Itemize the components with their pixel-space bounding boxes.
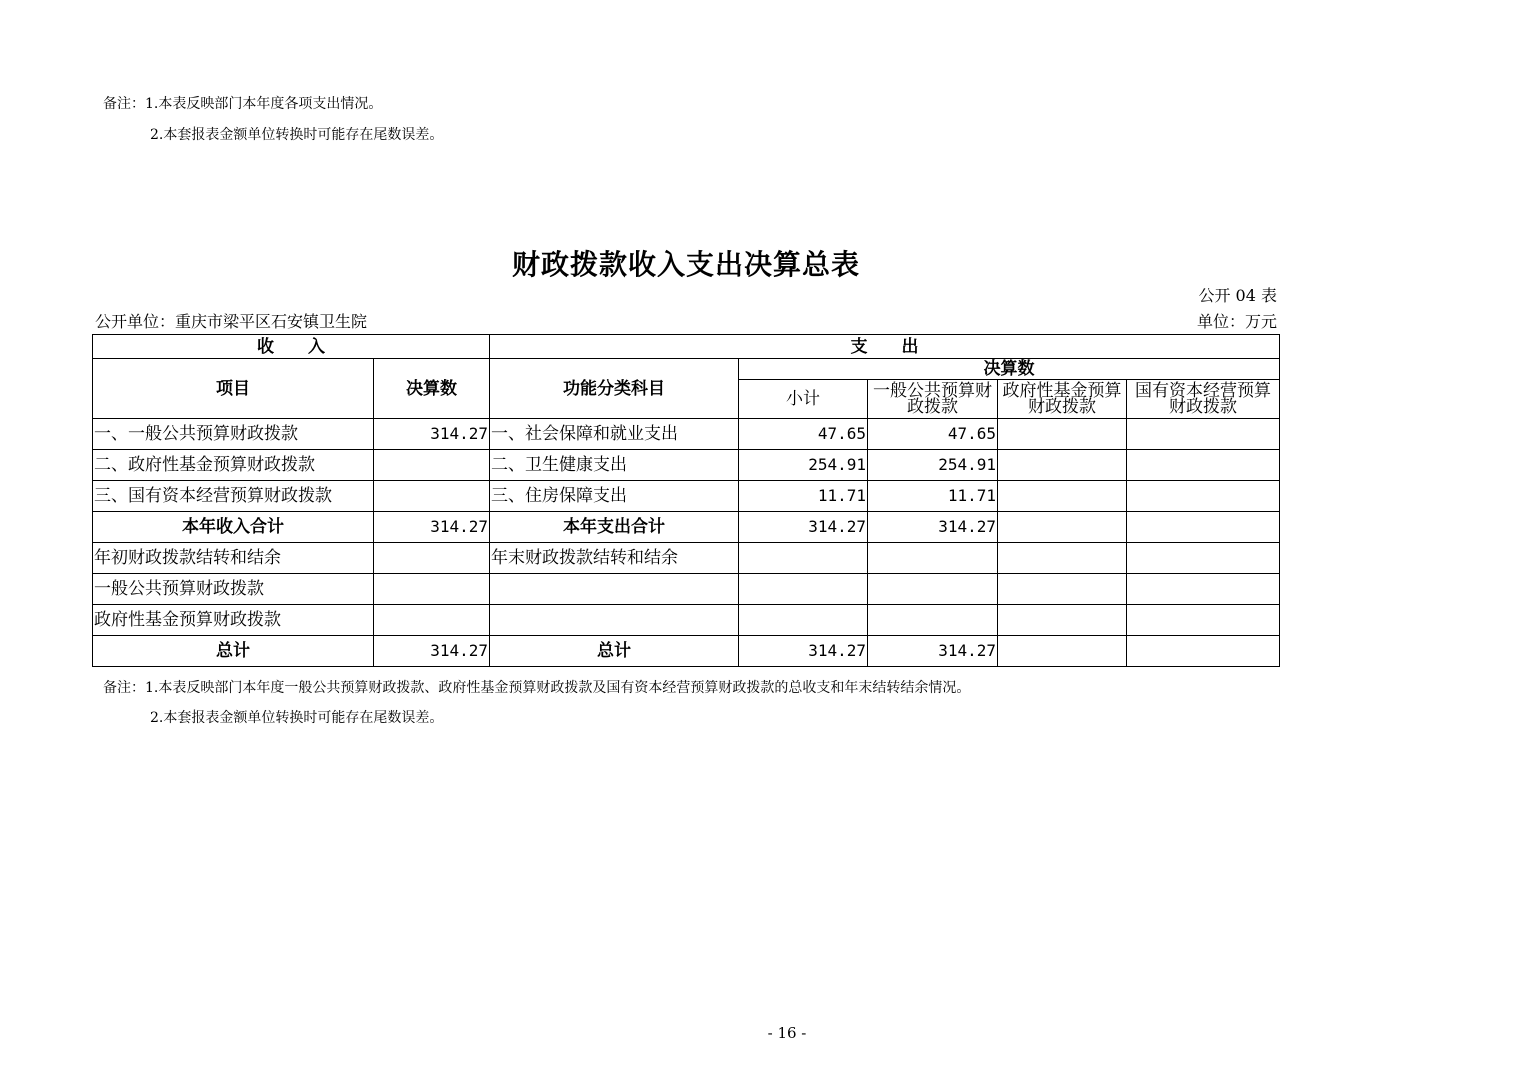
table-row (93, 450, 1280, 481)
fiscal-appropriation-table (92, 334, 1280, 667)
general-budget-cell: 254.91 (868, 450, 998, 481)
subtotal-cell: 11.71 (739, 481, 868, 512)
top-note-line-1: 备注：1.本表反映部门本年度各项支出情况。 (103, 96, 383, 112)
general-budget-cell (868, 543, 998, 574)
gov-fund-cell (998, 574, 1127, 605)
bottom-note-line-1: 备注：1.本表反映部门本年度一般公共预算财政拨款、政府性基金预算财政拨款及国有资本经营预算财政拨款的总收支和年末结转结余情况。 (103, 680, 971, 696)
final-amount-header: 决算数 (739, 359, 1280, 380)
income-item-cell: 一般公共预算财政拨款 (93, 574, 374, 605)
income-amount-cell (374, 450, 490, 481)
gov-fund-cell (998, 450, 1127, 481)
income-item-cell: 一、一般公共预算财政拨款 (93, 419, 374, 450)
table-row (93, 605, 1280, 636)
general-budget-cell: 47.65 (868, 419, 998, 450)
expense-header: 支 出 (490, 335, 1280, 359)
general-budget-cell (868, 605, 998, 636)
table-number: 公开 04 表 (1198, 286, 1277, 305)
reporting-organization: 公开单位：重庆市梁平区石安镇卫生院 (95, 312, 368, 331)
state-capital-header: 国有资本经营预算财政拨款 (1127, 380, 1280, 419)
subtotal-cell: 314.27 (739, 512, 868, 543)
page-title: 财政拨款收入支出决算总表 (511, 248, 860, 281)
expense-item-cell (490, 574, 739, 605)
state-capital-cell (1127, 605, 1280, 636)
table-row (93, 481, 1280, 512)
expense-item-cell (490, 605, 739, 636)
gov-fund-cell (998, 543, 1127, 574)
gov-fund-header: 政府性基金预算财政拨款 (998, 380, 1127, 419)
general-budget-cell (868, 574, 998, 605)
table-row (93, 419, 1280, 450)
expense-item-cell: 二、卫生健康支出 (490, 450, 739, 481)
income-item-cell: 年初财政拨款结转和结余 (93, 543, 374, 574)
expense-item-cell: 年末财政拨款结转和结余 (490, 543, 739, 574)
subtotal-header: 小计 (739, 380, 868, 419)
general-budget-cell: 11.71 (868, 481, 998, 512)
general-budget-cell: 314.27 (868, 636, 998, 667)
state-capital-cell (1127, 450, 1280, 481)
state-capital-cell (1127, 419, 1280, 450)
general-budget-header: 一般公共预算财政拨款 (868, 380, 998, 419)
item-header: 项目 (93, 359, 374, 419)
state-capital-cell (1127, 574, 1280, 605)
gov-fund-cell (998, 512, 1127, 543)
state-capital-cell (1127, 512, 1280, 543)
amount-header: 决算数 (374, 359, 490, 419)
subtotal-cell (739, 543, 868, 574)
expense-item-cell: 三、住房保障支出 (490, 481, 739, 512)
subtotal-cell (739, 605, 868, 636)
expense-item-cell: 总计 (490, 636, 739, 667)
income-amount-cell (374, 574, 490, 605)
page-number: - 16 - (767, 1024, 807, 1042)
unit-label: 单位：万元 (1196, 312, 1277, 331)
function-class-header: 功能分类科目 (490, 359, 739, 419)
expense-item-cell: 本年支出合计 (490, 512, 739, 543)
state-capital-cell (1127, 636, 1280, 667)
state-capital-cell (1127, 543, 1280, 574)
expense-item-cell: 一、社会保障和就业支出 (490, 419, 739, 450)
gov-fund-cell (998, 605, 1127, 636)
income-item-cell: 本年收入合计 (93, 512, 374, 543)
gov-fund-cell (998, 636, 1127, 667)
gov-fund-cell (998, 481, 1127, 512)
gov-fund-cell (998, 419, 1127, 450)
income-amount-cell (374, 543, 490, 574)
income-item-cell: 政府性基金预算财政拨款 (93, 605, 374, 636)
income-item-cell: 总计 (93, 636, 374, 667)
income-amount-cell: 314.27 (374, 636, 490, 667)
income-item-cell: 三、国有资本经营预算财政拨款 (93, 481, 374, 512)
table-row-grand-total (93, 636, 1280, 667)
table-row (93, 574, 1280, 605)
table-row (93, 543, 1280, 574)
subtotal-cell (739, 574, 868, 605)
bottom-note-line-2: 2.本套报表金额单位转换时可能存在尾数误差。 (150, 710, 444, 726)
state-capital-cell (1127, 481, 1280, 512)
income-amount-cell: 314.27 (374, 512, 490, 543)
income-item-cell: 二、政府性基金预算财政拨款 (93, 450, 374, 481)
income-amount-cell (374, 605, 490, 636)
table-row-annual-total (93, 512, 1280, 543)
income-amount-cell (374, 481, 490, 512)
general-budget-cell: 314.27 (868, 512, 998, 543)
subtotal-cell: 314.27 (739, 636, 868, 667)
subtotal-cell: 47.65 (739, 419, 868, 450)
income-amount-cell: 314.27 (374, 419, 490, 450)
top-note-line-2: 2.本套报表金额单位转换时可能存在尾数误差。 (150, 127, 444, 143)
subtotal-cell: 254.91 (739, 450, 868, 481)
income-header: 收 入 (93, 335, 490, 359)
